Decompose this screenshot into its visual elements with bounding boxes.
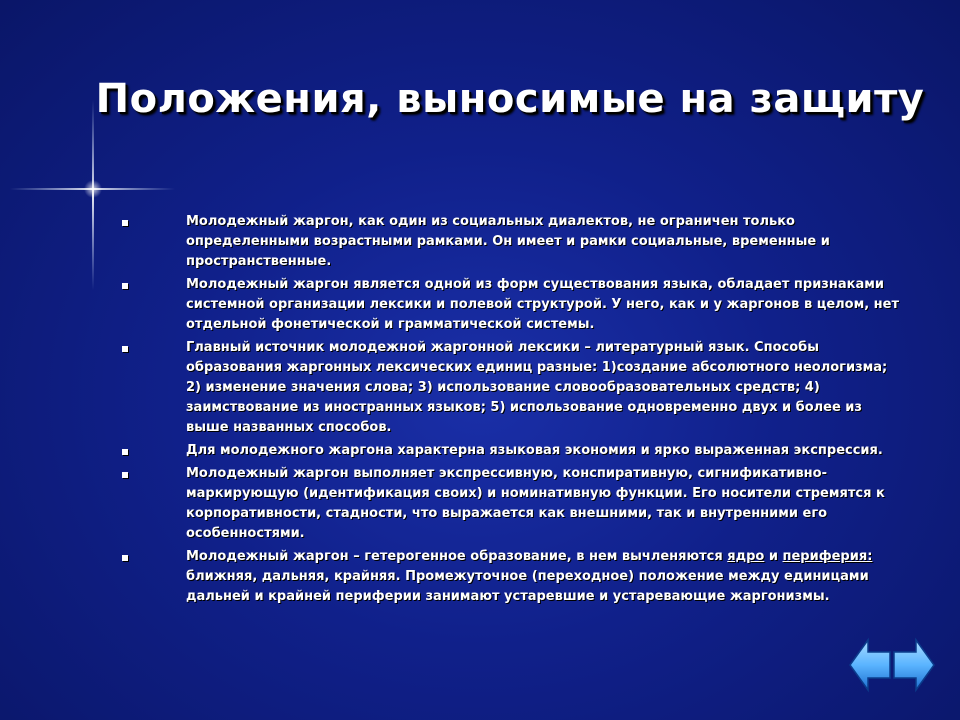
next-button[interactable] xyxy=(892,636,936,694)
square-bullet-icon xyxy=(122,472,128,478)
arrow-left-icon xyxy=(848,636,892,694)
bullet-item xyxy=(120,464,900,544)
bullet-text: Для молодежного жаргона характерна языковая экономия и ярко выраженная экспрессия. xyxy=(186,443,883,458)
bullet-item xyxy=(120,275,900,335)
square-bullet-icon xyxy=(122,283,128,289)
bullet-text-end: ближняя, дальняя, крайняя. Промежуточное (переходное) положение между единицами дальней и крайней периферии занимают устаревшие и устаревающие жаргонизмы. xyxy=(186,569,869,604)
core-link[interactable]: ядро xyxy=(727,549,765,564)
bullet-text: Главный источник молодежной жаргонной лексики – литературный язык. Способы образования жаргонных лексических единиц разные: 1)создание абсолютного неологизма; 2) изменение значения слова; 3) использование словообразовательных средств; 4) заимствование из иностранных языков; 5) использование одновременно двух и более из выше названных способов. xyxy=(186,340,888,435)
bullet-list xyxy=(120,212,900,610)
bullet-text: Молодежный жаргон выполняет экспрессивную, конспиративную, сигнификативно-маркирующую (идентификация своих) и номинативную функции. Его носители стремятся к корпоративности, стадности, что выражается как внешними, так и внутренними его особенностями. xyxy=(186,466,885,541)
bullet-text: Молодежный жаргон является одной из форм существования языка, обладает признаками системной организации лексики и полевой структурой. У него, как и у жаргонов в целом, нет отдельной фонетической и грамматической системы. xyxy=(186,277,900,332)
back-button[interactable] xyxy=(848,636,892,694)
slide-title: Положения, выносимые на защиту xyxy=(95,76,925,122)
periphery-link[interactable]: периферия: xyxy=(782,549,873,564)
bullet-text: Молодежный жаргон, как один из социальных диалектов, не ограничен только определенными возрастными рамками. Он имеет и рамки социальные, временные и пространственные. xyxy=(186,214,830,269)
square-bullet-icon xyxy=(122,346,128,352)
square-bullet-icon xyxy=(122,449,128,455)
square-bullet-icon xyxy=(122,220,128,226)
bullet-item xyxy=(120,441,900,461)
square-bullet-icon xyxy=(122,555,128,561)
bullet-text-middle: и xyxy=(764,549,783,564)
arrow-right-icon xyxy=(892,636,936,694)
bullet-item xyxy=(120,547,900,607)
bullet-text-start: Молодежный жаргон – гетерогенное образование, в нем вычленяются xyxy=(186,549,728,564)
bullet-item xyxy=(120,212,900,272)
bullet-item xyxy=(120,338,900,438)
